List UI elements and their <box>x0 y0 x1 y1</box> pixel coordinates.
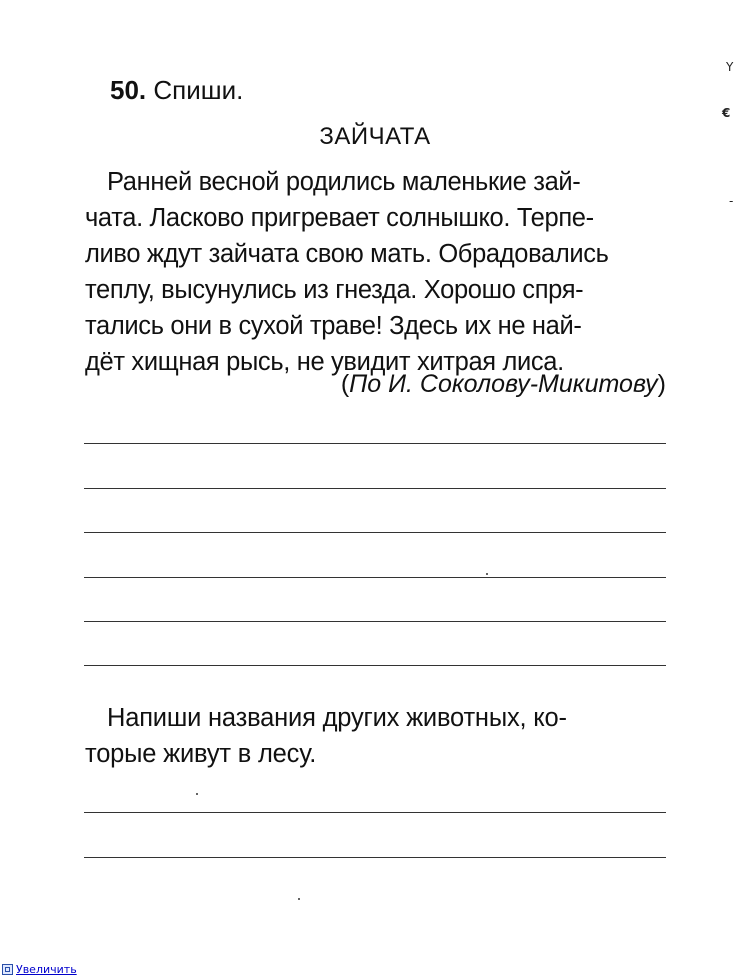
exercise-number: 50. <box>110 75 147 105</box>
scan-speck <box>486 573 488 575</box>
writing-line <box>84 488 666 489</box>
edge-mark: - <box>729 194 734 208</box>
scan-speck <box>196 793 198 795</box>
task-line: торые живут в лесу. <box>85 740 317 768</box>
author-attribution <box>341 366 666 402</box>
story-line: теплу, высунулись из гнезда. Хорошо спря- <box>85 276 584 304</box>
writing-line <box>84 665 666 666</box>
author-name: По И. Соколову-Микитову <box>349 370 658 398</box>
zoom-label: Увеличить <box>16 962 77 976</box>
task-line: Напиши названия других животных, ко- <box>107 704 567 732</box>
story-paragraph <box>85 164 675 380</box>
story-line: ливо ждут зайчата свою мать. Обрадовались <box>85 240 609 268</box>
writing-line <box>84 857 666 858</box>
exercise-instruction: Спиши. <box>153 75 244 105</box>
writing-line <box>84 577 666 578</box>
exercise-heading <box>110 74 243 106</box>
task-instruction <box>85 700 675 772</box>
writing-line <box>84 532 666 533</box>
scan-speck <box>298 898 300 900</box>
text-title: ЗАЙЧАТА <box>319 123 431 150</box>
story-line: Ранней весной родились маленькие зай- <box>107 168 581 196</box>
edge-mark: € <box>722 106 731 120</box>
edge-mark: Y <box>726 60 734 74</box>
author-close-paren: ) <box>657 370 666 398</box>
writing-line <box>84 443 666 444</box>
writing-line <box>84 812 666 813</box>
story-line: тались они в сухой траве! Здесь их не най- <box>85 312 582 340</box>
story-line: чата. Ласково пригревает солнышко. Терпе- <box>85 204 594 232</box>
writing-line <box>84 621 666 622</box>
author-open-paren: ( <box>340 370 350 398</box>
zoom-link[interactable] <box>2 961 77 977</box>
zoom-icon <box>2 964 13 975</box>
story-line: дёт хищная рысь, не увидит хитрая лиса. <box>85 348 564 376</box>
